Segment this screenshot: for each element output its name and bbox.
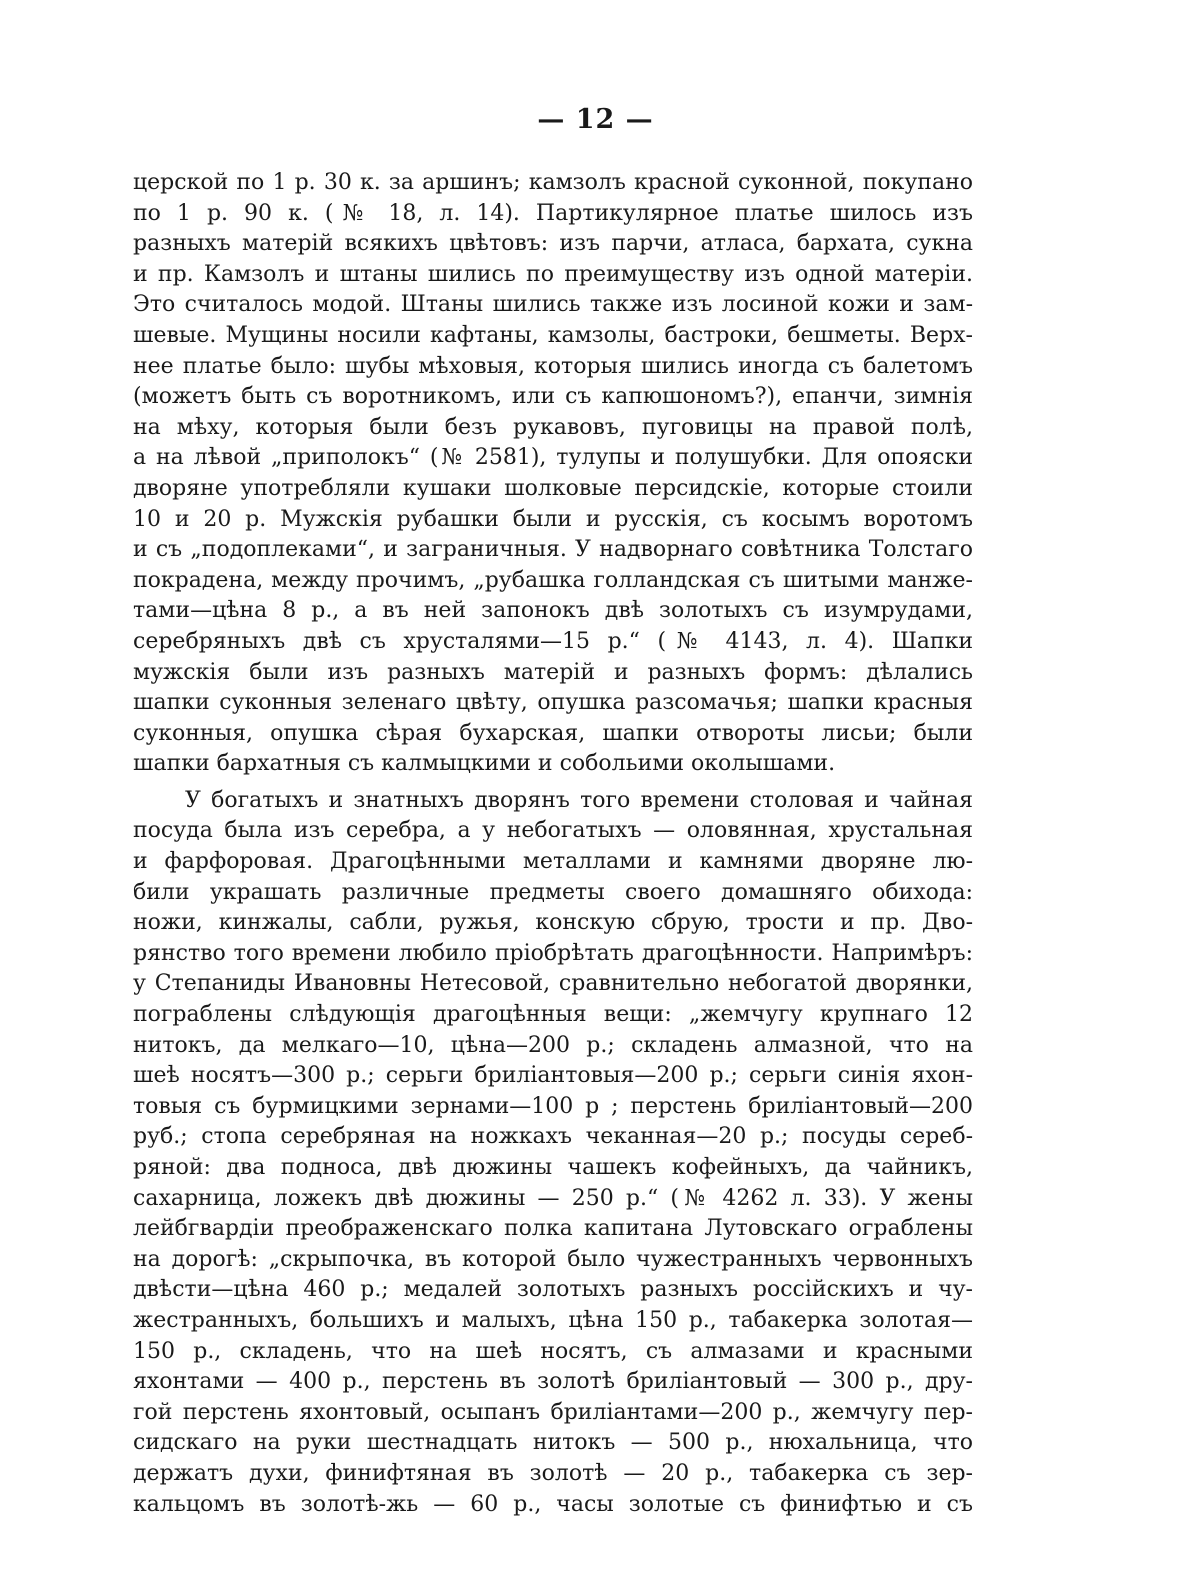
text-line: дворяне употребляли кушаки шолковые персидскіе, которые стоили — [133, 475, 973, 501]
text-line: шапки суконныя зеленаго цвѣту, опушка разсомачья; шапки красныя — [133, 690, 973, 716]
text-line: (можетъ быть съ воротникомъ, или съ капюшономъ?), епанчи, зимнія — [133, 384, 973, 410]
text-line: нее платье было: шубы мѣховыя, которыя шились иногда съ балетомъ — [133, 353, 973, 379]
text-line: пограблены слѣдующія драгоцѣнныя вещи: „жемчугу крупнаго 12 — [133, 1002, 973, 1028]
text-line: товыя съ бурмицкими зернами—100 р ; перстень бриліантовый—200 — [133, 1093, 973, 1119]
paragraph-1 — [133, 168, 973, 780]
text-line: шевые. Мущины носили кафтаны, камзолы, бастроки, бешметы. Верх- — [133, 322, 973, 348]
text-line: у Степаниды Ивановны Нетесовой, сравнительно небогатой дворянки, — [133, 971, 973, 997]
text-line: Это считалось модой. Штаны шились также изъ лосиной кожи и зам- — [133, 292, 973, 318]
text-line: сахарница, ложекъ двѣ дюжины — 250 р.“ (№ 4262 л. 33). У жены — [133, 1185, 973, 1211]
text-line: тами—цѣна 8 р., а въ ней запонокъ двѣ золотыхъ съ изумрудами, — [133, 598, 973, 624]
text-line: руб.; стопа серебряная на ножкахъ чеканная—20 р.; посуды сереб- — [133, 1124, 973, 1150]
text-line: били украшать различные предметы своего домашняго обихода: — [133, 879, 973, 905]
text-line: и пр. Камзолъ и штаны шились по преимуществу изъ одной матеріи. — [133, 261, 973, 287]
text-line: держатъ духи, финифтяная въ золотѣ — 20 р., табакерка съ зер- — [133, 1460, 973, 1486]
text-line: У богатыхъ и знатныхъ дворянъ того времени столовая и чайная — [185, 787, 973, 813]
text-line: ряной: два подноса, двѣ дюжины чашекъ кофейныхъ, да чайникъ, — [133, 1155, 973, 1180]
text-line: серебряныхъ двѣ съ хрусталями—15 р.“ (№ 4143, л. 4). Шапки — [133, 628, 973, 654]
text-line: сидскаго на руки шестнадцать нитокъ — 500 р., нюхальница, что — [133, 1430, 973, 1456]
text-line: шеѣ носятъ—300 р.; серьги бриліантовыя—200 р.; серьги синія яхон- — [133, 1063, 973, 1089]
text-line: жестранныхъ, большихъ и малыхъ, цѣна 150 р., табакерка золотая— — [133, 1307, 973, 1333]
text-line: лейбгвардіи преображенскаго полка капитана Лутовскаго ограблены — [133, 1216, 973, 1242]
body-text — [133, 168, 973, 1520]
text-line: 150 р., складень, что на шеѣ носятъ, съ алмазами и красными — [133, 1338, 973, 1364]
text-line: нитокъ, да мелкаго—10, цѣна—200 р.; складень алмазной, что на — [133, 1032, 973, 1058]
text-line: посуда была изъ серебра, а у небогатыхъ — оловянная, хрустальная — [133, 818, 973, 844]
text-line: на дорогѣ: „скрыпочка, въ которой было чужестранныхъ червонныхъ — [133, 1246, 973, 1272]
text-line: шапки бархатныя съ калмыцкими и собольими околышами. — [133, 751, 836, 777]
text-line: а на лѣвой „приполокъ“ (№ 2581), тулупы и полушубки. Для опояски — [133, 445, 973, 471]
text-line: кальцомъ въ золотѣ-жь — 60 р., часы золотые съ финифтью и съ — [133, 1491, 973, 1517]
text-line: суконныя, опушка сѣрая бухарская, шапки отвороты лисьи; были — [133, 720, 973, 746]
text-line: на мѣху, которыя были безъ рукавовъ, пуговицы на правой полѣ, — [133, 414, 973, 440]
text-line: яхонтами — 400 р., перстень въ золотѣ бриліантовый — 300 р., дру- — [133, 1369, 973, 1395]
text-line: по 1 р. 90 к. (№ 18, л. 14). Партикулярное платье шилось изъ — [133, 200, 973, 226]
paragraph-2 — [133, 786, 973, 1520]
text-line: рянство того времени любило пріобрѣтать драгоцѣнности. Напримѣръ: — [133, 940, 973, 966]
text-line: покрадена, между прочимъ, „рубашка голландская съ шитыми манже- — [133, 567, 973, 593]
text-line: 10 и 20 р. Мужскія рубашки были и русскія, съ косымъ воротомъ — [133, 506, 973, 532]
text-line: мужскія были изъ разныхъ матерій и разныхъ формъ: дѣлались — [133, 659, 973, 685]
text-line: двѣсти—цѣна 460 р.; медалей золотыхъ разныхъ россійскихъ и чу- — [133, 1277, 973, 1303]
page-number: — 12 — — [537, 104, 654, 135]
text-line: гой перстень яхонтовый, осыпанъ бриліантами—200 р., жемчугу пер- — [133, 1399, 973, 1425]
text-line: разныхъ матерій всякихъ цвѣтовъ: изъ парчи, атласа, бархата, сукна — [133, 231, 973, 257]
text-line: церской по 1 р. 30 к. за аршинъ; камзолъ красной суконной, покупано — [133, 170, 973, 195]
text-line: ножи, кинжалы, сабли, ружья, конскую сбрую, трости и пр. Дво- — [133, 910, 973, 936]
text-line: и фарфоровая. Драгоцѣнными металлами и камнями дворяне лю- — [133, 849, 973, 875]
text-line: и съ „подоплеками“, и заграничныя. У надворнаго совѣтника Толстаго — [133, 537, 973, 563]
